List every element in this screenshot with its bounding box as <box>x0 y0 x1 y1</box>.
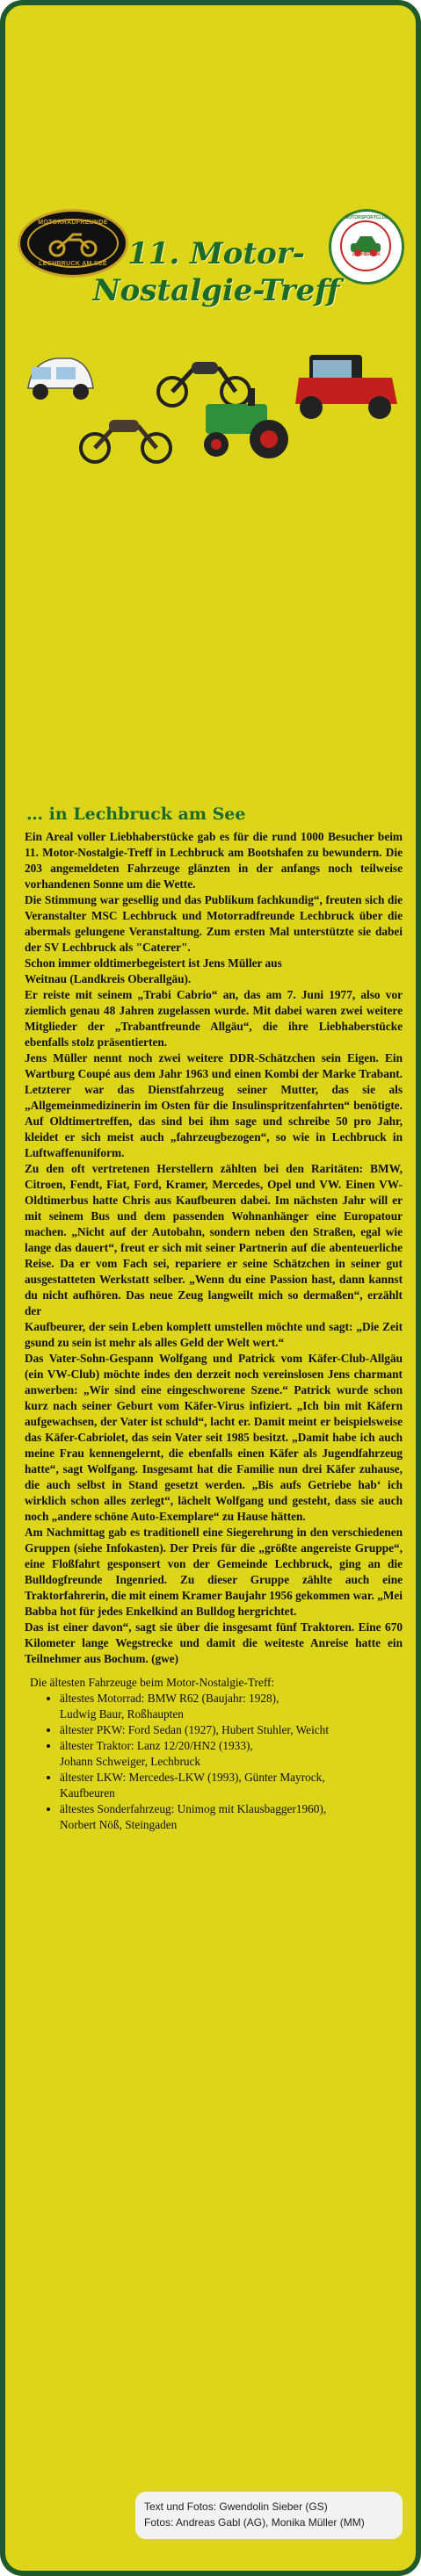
credits-photos: Fotos: Andreas Gabl (AG), Monika Müller (MM) <box>144 2516 365 2529</box>
article-paragraph: Kaufbeurer, der sein Leben komplett umstellen möchte und sagt: „Die Zeit gsund zu sein ist mehr als alles Geld der Welt wert.“ <box>25 1320 403 1349</box>
badge-right-bottom-text: LECHBRUCK <box>352 252 381 257</box>
page-title: 11. Motor- Nostalgie-Treff <box>92 236 340 308</box>
badge-left-top-text: MOTORRADFREUNDE <box>38 220 108 226</box>
article-body <box>25 829 403 1667</box>
list-item: • ältestes Motorrad: BMW R62 (Baujahr: 1928), Ludwig Baur, Roßhaupten <box>60 1691 403 1722</box>
article-paragraph: Jens Müller nennt noch zwei weitere DDR-Schätzchen sein Eigen. Ein Wartburg Coupé aus dem Jahr 1963 und einen Kombi der Marke Trabant. Letzterer war das Dienstfahrzeug seiner Mutter, das sie als „Allgemeinmedizinerin im Osten für die Insulinspritzenfahrten“ benötigte. Auf Oldtimertreffen, das sind bei ihm sage und schreibe 50 pro Jahr, kleidet er sich meist auch „fahrzeugbezogen“, so wie in Lechbruck in Luftwaffenuniform. <box>25 1051 403 1159</box>
list-item: • ältester Traktor: Lanz 12/20/HN2 (1933), Johann Schweiger, Lechbruck <box>60 1738 403 1770</box>
white-fiat-icon <box>28 358 93 400</box>
article-paragraph: Weitnau (Landkreis Oberallgäu). <box>25 972 192 985</box>
article-paragraph: Schon immer oldtimerbegeistert ist Jens Müller aus <box>25 956 282 970</box>
oldest-vehicles-intro: Die ältesten Fahrzeuge beim Motor-Nostalgie-Treff: <box>30 1676 275 1689</box>
article-paragraph: Ein Areal voller Liebhaberstücke gab es für die rund 1000 Besucher beim 11. Motor-Nostalgie-Treff in Lechbruck am Bootshafen zu bewundern. Die 203 angemeldeten Fahrzeuge glänzten in der anfangs noch teilweise vorhandenen Sonne um die Wette. <box>25 830 403 891</box>
oldest-vehicles-box <box>25 1675 403 1833</box>
badge-right-top-text: MOTORSPORTCLUB <box>345 215 388 220</box>
header <box>5 5 416 497</box>
msc-lechbruck-badge <box>329 209 404 285</box>
red-vintage-car-icon <box>295 355 397 419</box>
list-item: • ältester PKW: Ford Sedan (1927), Hubert Stuhler, Weicht <box>60 1722 403 1738</box>
car-emblem-icon <box>342 222 389 270</box>
article-paragraph: Das Vater-Sohn-Gespann Wolfgang und Patrick vom Käfer-Club-Allgäu (ein VW-Club) möchte indes den derzeit noch vereinslosen Jens charmant anwerben: „Wir sind eine eingeschworene Szene.“ Patrick wurde schon kurz nach seiner Geburt vom Käfer-Virus infiziert. „Ich bin mit Käfern aufgewachsen, der Vater ist schuld“, lacht er. Damit meint er beispielsweise das Käfer-Cabriolet, das sein Vater seit 1985 besitzt. „Damit habe ich auch meine Frau kennengelernt, die ebenfalls einen Käfer als Jugendfahrzeug hatte“, sagt Wolfgang. Insgesamt hat die Familie nun drei Käfer zuhause, die auch selbst in Stand gesetzt werden. „Bis aufs Getriebe hab‘ ich wirklich schon alles zerlegt“, lächelt Wolfgang und gesteht, dass sie auch noch „andere schöne Auto-Exemplare“ zu Hause hätten. <box>25 1352 403 1523</box>
article-paragraph: Das ist einer davon“, sagt sie über die insgesamt fünf Traktoren. Eine 670 Kilometer lange Wegstrecke und damit die weiteste Anreise hatte ein Teilnehmer aus Bochum. (gwe) <box>25 1620 403 1665</box>
vehicles-illustration <box>5 343 418 483</box>
article-paragraph: Am Nachmittag gab es traditionell eine Siegerehrung in den verschiedenen Gruppen (siehe Infokasten). Der Preis für die „größte angereiste Gruppe“, eine Floßfahrt gesponsert von der Gemeinde Lechbruck, ging an die Bulldogfreunde Ingenried. Zu dieser Gruppe zählte auch eine Traktorfahrerin, die mit einem Kramer Baujahr 1956 gekommen war. „Mei Babba hot für jedes Enkelkind an Bulldog hergrichtet. <box>25 1526 403 1618</box>
oldest-vehicles-list <box>25 1691 403 1833</box>
article-paragraph: Zu den oft vertretenen Herstellern zählten bei den Raritäten: BMW, Citroen, Fendt, Fiat, Ford, Kramer, Mercedes, Opel und VW. Einen VW-Oldtimerbus hatte Chris aus Kaufbeuren dabei. Im nächsten Jahr will er mit seinem Bus und dem passenden Wohnanhänger eine Europatour machen. „Nicht auf der Autobahn, sondern neben den Straßen, egal wie lange das dauert“, freut er sich mit seiner Partnerin auf die abenteuerliche Reise. Da er vom Fach sei, repariere er seine Schätzchen in seiner gut ausgestatteten Werkstatt selber. „Wenn du eine Passion hast, dann kannst du nicht aufhören. Das neue Zeug langweilt mich so dermaßen“, erzählt der <box>25 1162 403 1317</box>
article-paragraph: Die Stimmung war gesellig und das Publikum fachkundig“, freuten sich die Veranstalter MSC Lechbruck und Motorradfreunde Lechbruck über die abermals gelungene Veranstaltung. Zum ersten Mal unterstützte sie dabei der SV Lechbruck als "Caterer". <box>25 893 403 954</box>
article-section <box>25 805 403 1833</box>
photo-credits <box>135 2492 403 2539</box>
vintage-motorcycle-icon <box>158 362 250 406</box>
list-item: • ältestes Sonderfahrzeug: Unimog mit Klausbagger1960), Norbert Nöß, Steingaden <box>60 1801 403 1833</box>
list-item: • ältester LKW: Mercedes-LKW (1993), Günter Mayrock, Kaufbeuren <box>60 1770 403 1801</box>
badge-left-bottom-text: LECHBRUCK AM SEE <box>39 261 107 267</box>
credits-text: Text und Fotos: Gwendolin Sieber (GS) <box>144 2500 328 2513</box>
motorcycle-dark-icon <box>81 420 171 462</box>
article-subheading: … in Lechbruck am See <box>26 805 246 824</box>
article-paragraph: Er reiste mit seinem „Trabi Cabrio“ an, das am 7. Juni 1977, also vor ziemlich genau 48 Jahren zugelassen wurde. Mit dabei waren zwei weitere Mitglieder der „Trabantfreunde Allgäu“, die ihre Liebhaberstücke ebenfalls stolz präsentierten. <box>25 988 403 1049</box>
